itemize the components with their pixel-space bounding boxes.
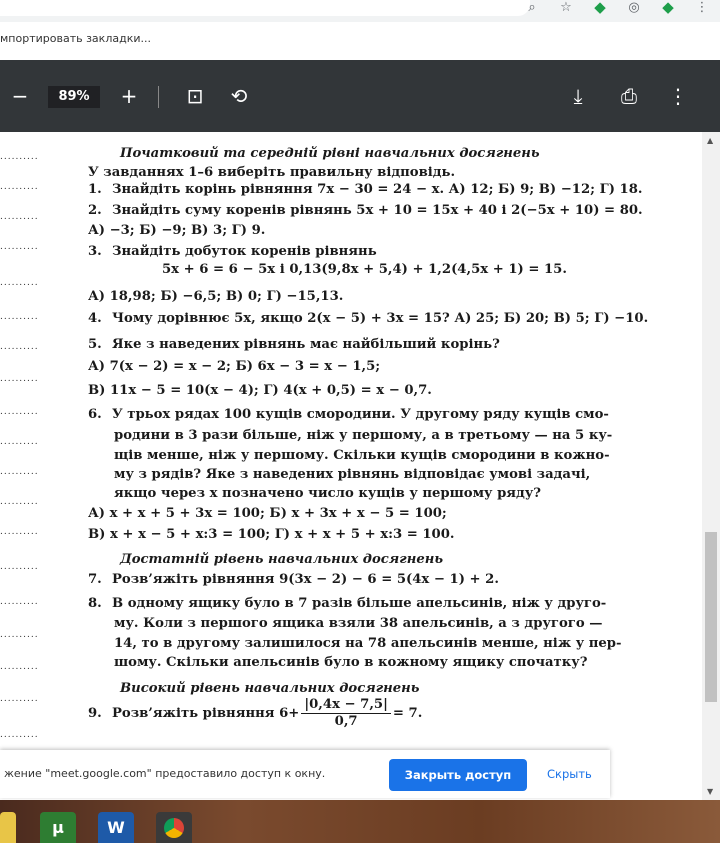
margin-dots: ..........	[0, 407, 39, 417]
browser-top-bar	[0, 0, 720, 22]
margin-dots: ..........	[0, 597, 39, 607]
question-6-line-1: 6. У трьох рядах 100 кущів смородини. У другому ряду кущів смо-	[88, 407, 609, 422]
scroll-thumb[interactable]	[705, 532, 717, 702]
margin-dots: ..........	[0, 437, 39, 447]
import-bookmarks-link[interactable]: мпортировать закладки...	[0, 32, 151, 45]
account-icon[interactable]: ◎	[628, 0, 640, 15]
margin-dots: ..........	[0, 374, 39, 384]
notification-text: жение "meet.google.com" предоставило доступ к окну.	[4, 767, 326, 780]
question-2: 2. Знайдіть суму коренів рівнянь 5x + 10 = 15x + 40 і 2(−5x + 10) = 80.	[88, 203, 643, 218]
margin-dots: ..........	[0, 467, 39, 477]
extension-icon[interactable]: ◆	[594, 0, 606, 16]
taskbar	[0, 800, 720, 843]
question-3-answers: А) 18,98; Б) −6,5; В) 0; Г) −15,13.	[88, 289, 344, 304]
question-6-answers-a: А) x + x + 5 + 3x = 100; Б) x + 3x + x − 5 = 100;	[88, 506, 447, 521]
question-5: 5. Яке з наведених рівнянь має найбільший корінь?	[88, 337, 500, 352]
question-7: 7. Розв’яжіть рівняння 9(3x − 2) − 6 = 5(4x − 1) + 2.	[88, 572, 499, 587]
more-actions-icon[interactable]: ⋮	[668, 84, 688, 108]
margin-dots: ..........	[0, 662, 39, 672]
question-5-answers-a: А) 7(x − 2) = x − 2; Б) 6x − 3 = x − 1,5;	[88, 359, 381, 374]
rotate-icon[interactable]: ⟲	[230, 84, 248, 108]
section-heading-sufficient: Достатній рівень навчальних досягнень	[120, 552, 444, 567]
print-icon[interactable]: ⎙	[621, 84, 637, 108]
margin-dots: ..........	[0, 342, 39, 352]
margin-dots: ..........	[0, 278, 39, 288]
chrome-icon[interactable]	[156, 812, 192, 843]
margin-dots: ..........	[0, 527, 39, 537]
question-6-line-5: якщо через x позначено число кущів у першому ряду?	[114, 486, 542, 501]
section-heading-initial: Початковий та середній рівні навчальних досягнень	[120, 146, 540, 161]
word-icon[interactable]: W	[98, 812, 134, 843]
page-scrollbar[interactable]	[702, 132, 720, 800]
margin-dots: ..........	[0, 562, 39, 572]
question-3: 3. Знайдіть добуток коренів рівнянь	[88, 244, 377, 259]
zoom-level[interactable]: 89%	[48, 86, 100, 108]
question-6-line-3: щів менше, ніж у першому. Скільки кущів смородини в кожно-	[114, 448, 610, 463]
section-heading-high: Високий рівень навчальних досягнень	[120, 681, 420, 696]
menu-icon[interactable]: ⋮	[695, 0, 709, 15]
question-5-answers-b: В) 11x − 5 = 10(x − 4); Г) 4(x + 0,5) = x − 0,7.	[88, 383, 432, 398]
question-4: 4. Чому дорівнює 5x, якщо 2(x − 5) + 3x = 15? А) 25; Б) 20; В) 5; Г) −10.	[88, 311, 649, 326]
address-bar[interactable]	[0, 0, 530, 16]
star-icon[interactable]: ☆	[560, 0, 572, 15]
question-8-line-2: му. Коли з першого ящика взяли 38 апельсинів, а з другого —	[114, 616, 603, 631]
margin-dots: ..........	[0, 212, 39, 222]
toolbar-divider	[158, 86, 159, 108]
question-6-answers-b: В) x + x − 5 + x:3 = 100; Г) x + x + 5 + x:3 = 100.	[88, 527, 455, 542]
question-1: 1. Знайдіть корінь рівняння 7x − 30 = 24 − x. А) 12; Б) 9; В) −12; Г) 18.	[88, 182, 643, 197]
question-3-equations: 5x + 6 = 6 − 5x і 0,13(9,8x + 5,4) + 1,2(4,5x + 1) = 15.	[162, 262, 567, 277]
margin-dots: ..........	[0, 312, 39, 322]
hide-link[interactable]: Скрыть	[547, 767, 592, 781]
margin-dots: ..........	[0, 497, 39, 507]
screen-share-notification	[0, 750, 610, 798]
utorrent-icon[interactable]: µ	[40, 812, 76, 843]
question-8-line-4: шому. Скільки апельсинів було в кожному ящику спочатку?	[114, 655, 588, 670]
margin-dots: ..........	[0, 152, 39, 162]
margin-dots: ..........	[0, 694, 39, 704]
scroll-down-arrow-icon[interactable]: ▼	[707, 787, 714, 796]
fraction: $\frac{|0,4x - 7,5|}{0,7}$	[301, 697, 391, 730]
margin-dots: ..........	[0, 630, 39, 640]
search-icon[interactable]: ⌕	[528, 0, 536, 15]
margin-dots: ..........	[0, 730, 39, 740]
pdf-page	[0, 132, 702, 800]
pdf-toolbar	[0, 60, 720, 132]
question-9: 9. Розв’яжіть рівняння 6+ $\frac{|0,4x - 7,5|}{0,7}$ = 7.	[88, 697, 423, 729]
margin-dots: ..........	[0, 242, 39, 252]
profile-icon[interactable]: ◆	[662, 0, 674, 16]
question-6-line-4: му з рядів? Яке з наведених рівнянь відповідає умові задачі,	[114, 467, 591, 482]
stop-sharing-button[interactable]: Закрыть доступ	[389, 759, 527, 791]
question-8-line-1: 8. В одному ящику було в 7 разів більше апельсинів, ніж у друго-	[88, 596, 607, 611]
bookmarks-bar	[0, 22, 720, 61]
browser-toolbar-icons	[522, 0, 720, 18]
zoom-in-button[interactable]: +	[120, 84, 138, 108]
fit-page-icon[interactable]: ⊡	[186, 84, 204, 108]
app-icon[interactable]	[0, 812, 16, 843]
download-icon[interactable]: ⤓	[573, 84, 583, 108]
question-2-answers: А) −3; Б) −9; В) 3; Г) 9.	[88, 223, 266, 238]
scroll-up-arrow-icon[interactable]: ▲	[707, 136, 714, 145]
question-8-line-3: 14, то в другому залишилося на 78 апельсинів менше, ніж у пер-	[114, 636, 622, 651]
zoom-out-button[interactable]: −	[11, 84, 29, 108]
margin-dots: ..........	[0, 182, 39, 192]
instruction-text: У завданнях 1–6 виберіть правильну відповідь.	[88, 165, 456, 180]
question-6-line-2: родини в 3 рази більше, ніж у першому, а в третьому — на 5 ку-	[114, 428, 613, 443]
